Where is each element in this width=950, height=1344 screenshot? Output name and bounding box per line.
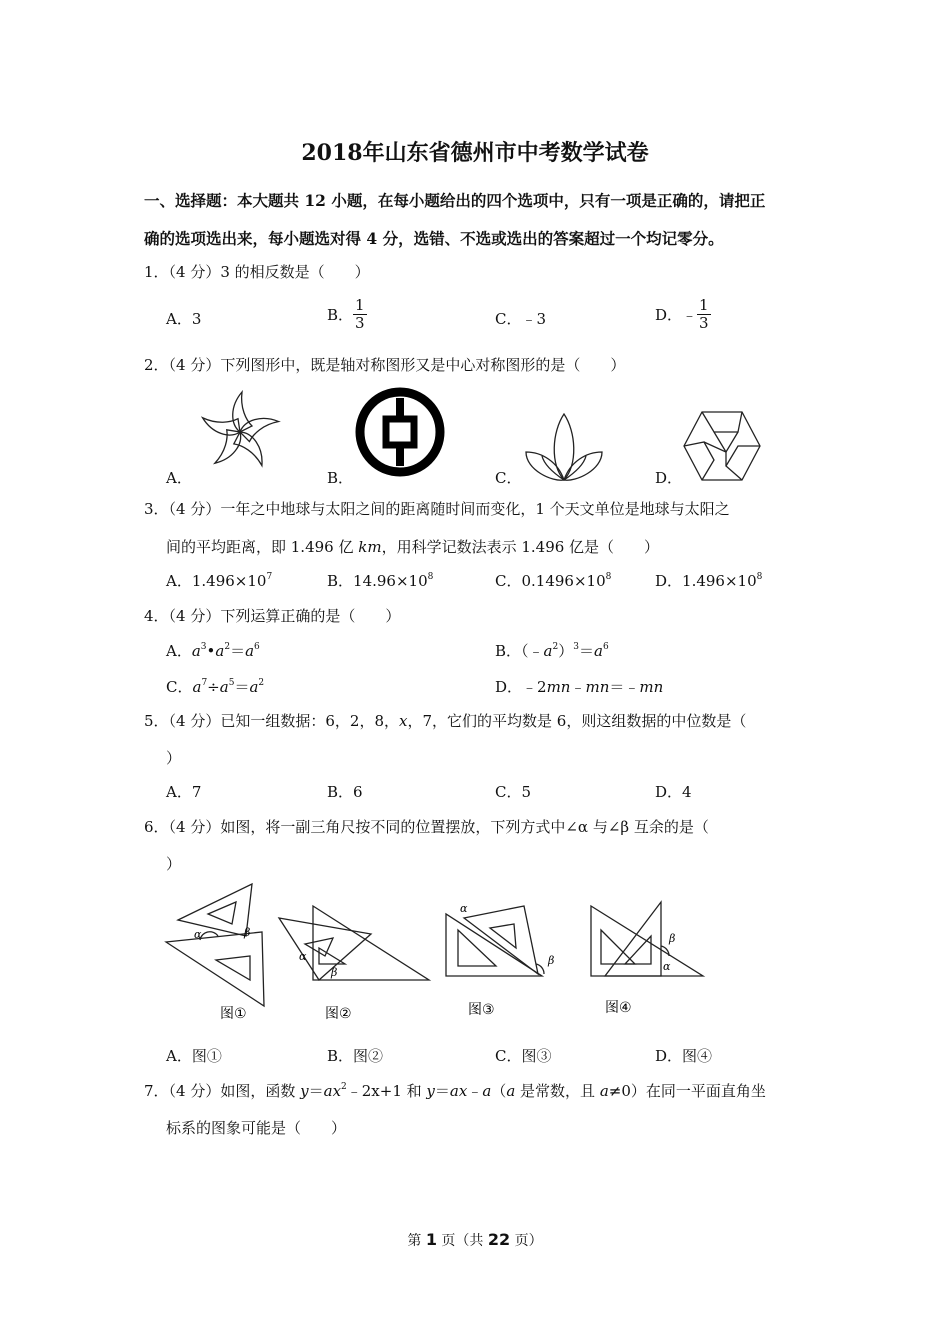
q3-option-d[interactable]: D．$1.496\times 10^8$ [655, 572, 763, 590]
q1-option-a[interactable]: A．3 [166, 310, 202, 328]
q2-option-c[interactable]: C． [495, 469, 522, 487]
beta-label: β [244, 926, 251, 939]
total-pages: 22 [487, 1230, 511, 1249]
question-5-line1: 5．（4 分）已知一组数据：6，2，8，x，7，它们的平均数是 6，则这组数据的中位数是（ [144, 712, 747, 730]
q4-option-b[interactable]: B．$(﹣a^2)^3=a^6$ [495, 642, 609, 660]
q5-option-c[interactable]: C．5 [495, 783, 532, 801]
q3-option-b[interactable]: B．$14.96\times 10^8$ [327, 572, 434, 590]
beta-label: β [669, 932, 676, 945]
q1-option-b-label: B． [327, 306, 354, 324]
q3-option-a[interactable]: A．$1.496\times 10^7$ [166, 572, 273, 590]
figure-4-label: 图④ [605, 1000, 632, 1016]
q4-option-a[interactable]: A．$a^3•a^2=a^6$ [166, 642, 260, 660]
q6-option-d[interactable]: D．图④ [655, 1047, 713, 1065]
q6-option-c[interactable]: C．图③ [495, 1047, 552, 1065]
page-footer: 第 1 页（共 22 页） [407, 1230, 543, 1249]
beta-label: β [331, 966, 338, 979]
coin-emblem-figure [352, 384, 448, 480]
page-number: 1 [425, 1230, 437, 1249]
triangle-rulers-figure-1 [160, 880, 272, 1030]
section-instructions-line1: 一、选择题：本大题共 12 小题，在每小题给出的四个选项中，只有一项是正确的，请把正 [144, 191, 766, 210]
q1-option-c[interactable]: C．﹣3 [495, 310, 547, 328]
triangle-rulers-figure-2 [275, 900, 433, 1028]
question-2-stem: 2．（4 分）下列图形中，既是轴对称图形又是中心对称图形的是（ ） [144, 356, 626, 374]
fraction-one-third: $\frac{1}{3}$ [355, 296, 365, 332]
alpha-label: α [460, 902, 468, 915]
q4-option-c[interactable]: C．$a^7\div a^5=a^2$ [166, 678, 265, 696]
question-3-line2: 间的平均距离，即 1.496 亿 km，用科学记数法表示 1.496 亿是（ ） [166, 538, 660, 556]
recycle-hexagon-figure [682, 408, 762, 484]
question-3-line1: 3．（4 分）一年之中地球与太阳之间的距离随时间而变化，1 个天文单位是地球与太阳之 [144, 500, 730, 518]
question-6-line2: ） [166, 855, 182, 873]
q1-option-d-label: D．﹣ [655, 306, 698, 324]
figure-1-label: 图① [220, 1006, 247, 1022]
question-7-line1: 7．（4 分）如图，函数 $y=ax^2﹣2x+1$ 和 y＝ax﹣a（a 是常数，且 a≠0）在同一平面直角坐 [144, 1082, 766, 1100]
question-7-line2: 标系的图象可能是（ ） [166, 1119, 347, 1137]
q2-option-d[interactable]: D． [655, 469, 683, 487]
figure-2-label: 图② [325, 1006, 352, 1022]
q5-option-d[interactable]: D．4 [655, 783, 692, 801]
q3-option-c[interactable]: C．$0.1496\times 10^8$ [495, 572, 612, 590]
q5-option-b[interactable]: B．6 [327, 783, 363, 801]
page-title: 2018年山东省德州市中考数学试卷 [301, 140, 649, 166]
beta-label: β [548, 954, 555, 967]
triangle-rulers-figure-4 [585, 896, 709, 1020]
alpha-label: α [663, 960, 671, 973]
alpha-label: α [299, 950, 307, 963]
pinwheel-figure [190, 386, 290, 478]
q5-option-a[interactable]: A．7 [166, 783, 202, 801]
q6-option-a[interactable]: A．图① [166, 1047, 222, 1065]
q6-option-b[interactable]: B．图② [327, 1047, 384, 1065]
q1-option-d[interactable] [655, 297, 711, 332]
section-instructions-line2: 确的选项选出来，每小题选对得 4 分，选错、不选或选出的答案超过一个均记零分。 [144, 229, 724, 248]
triangle-rulers-figure-3 [440, 894, 564, 1020]
q1-option-b[interactable] [327, 297, 367, 332]
q2-option-a[interactable]: A． [166, 469, 192, 487]
question-5-line2: ） [166, 749, 182, 767]
lotus-figure [522, 410, 606, 484]
q2-option-b[interactable]: B． [327, 469, 354, 487]
alpha-label: α [194, 928, 202, 941]
fraction-one-third: $\frac{1}{3}$ [699, 296, 709, 332]
question-4-stem: 4．（4 分）下列运算正确的是（ ） [144, 607, 401, 625]
question-6-line1: 6．（4 分）如图，将一副三角尺按不同的位置摆放，下列方式中∠α 与∠β 互余的是（ [144, 818, 709, 836]
figure-3-label: 图③ [468, 1002, 495, 1018]
question-1-stem: 1．（4 分）3 的相反数是（ ） [144, 263, 370, 281]
q4-option-d[interactable]: D．﹣2mn﹣mn＝﹣mn [495, 678, 664, 696]
